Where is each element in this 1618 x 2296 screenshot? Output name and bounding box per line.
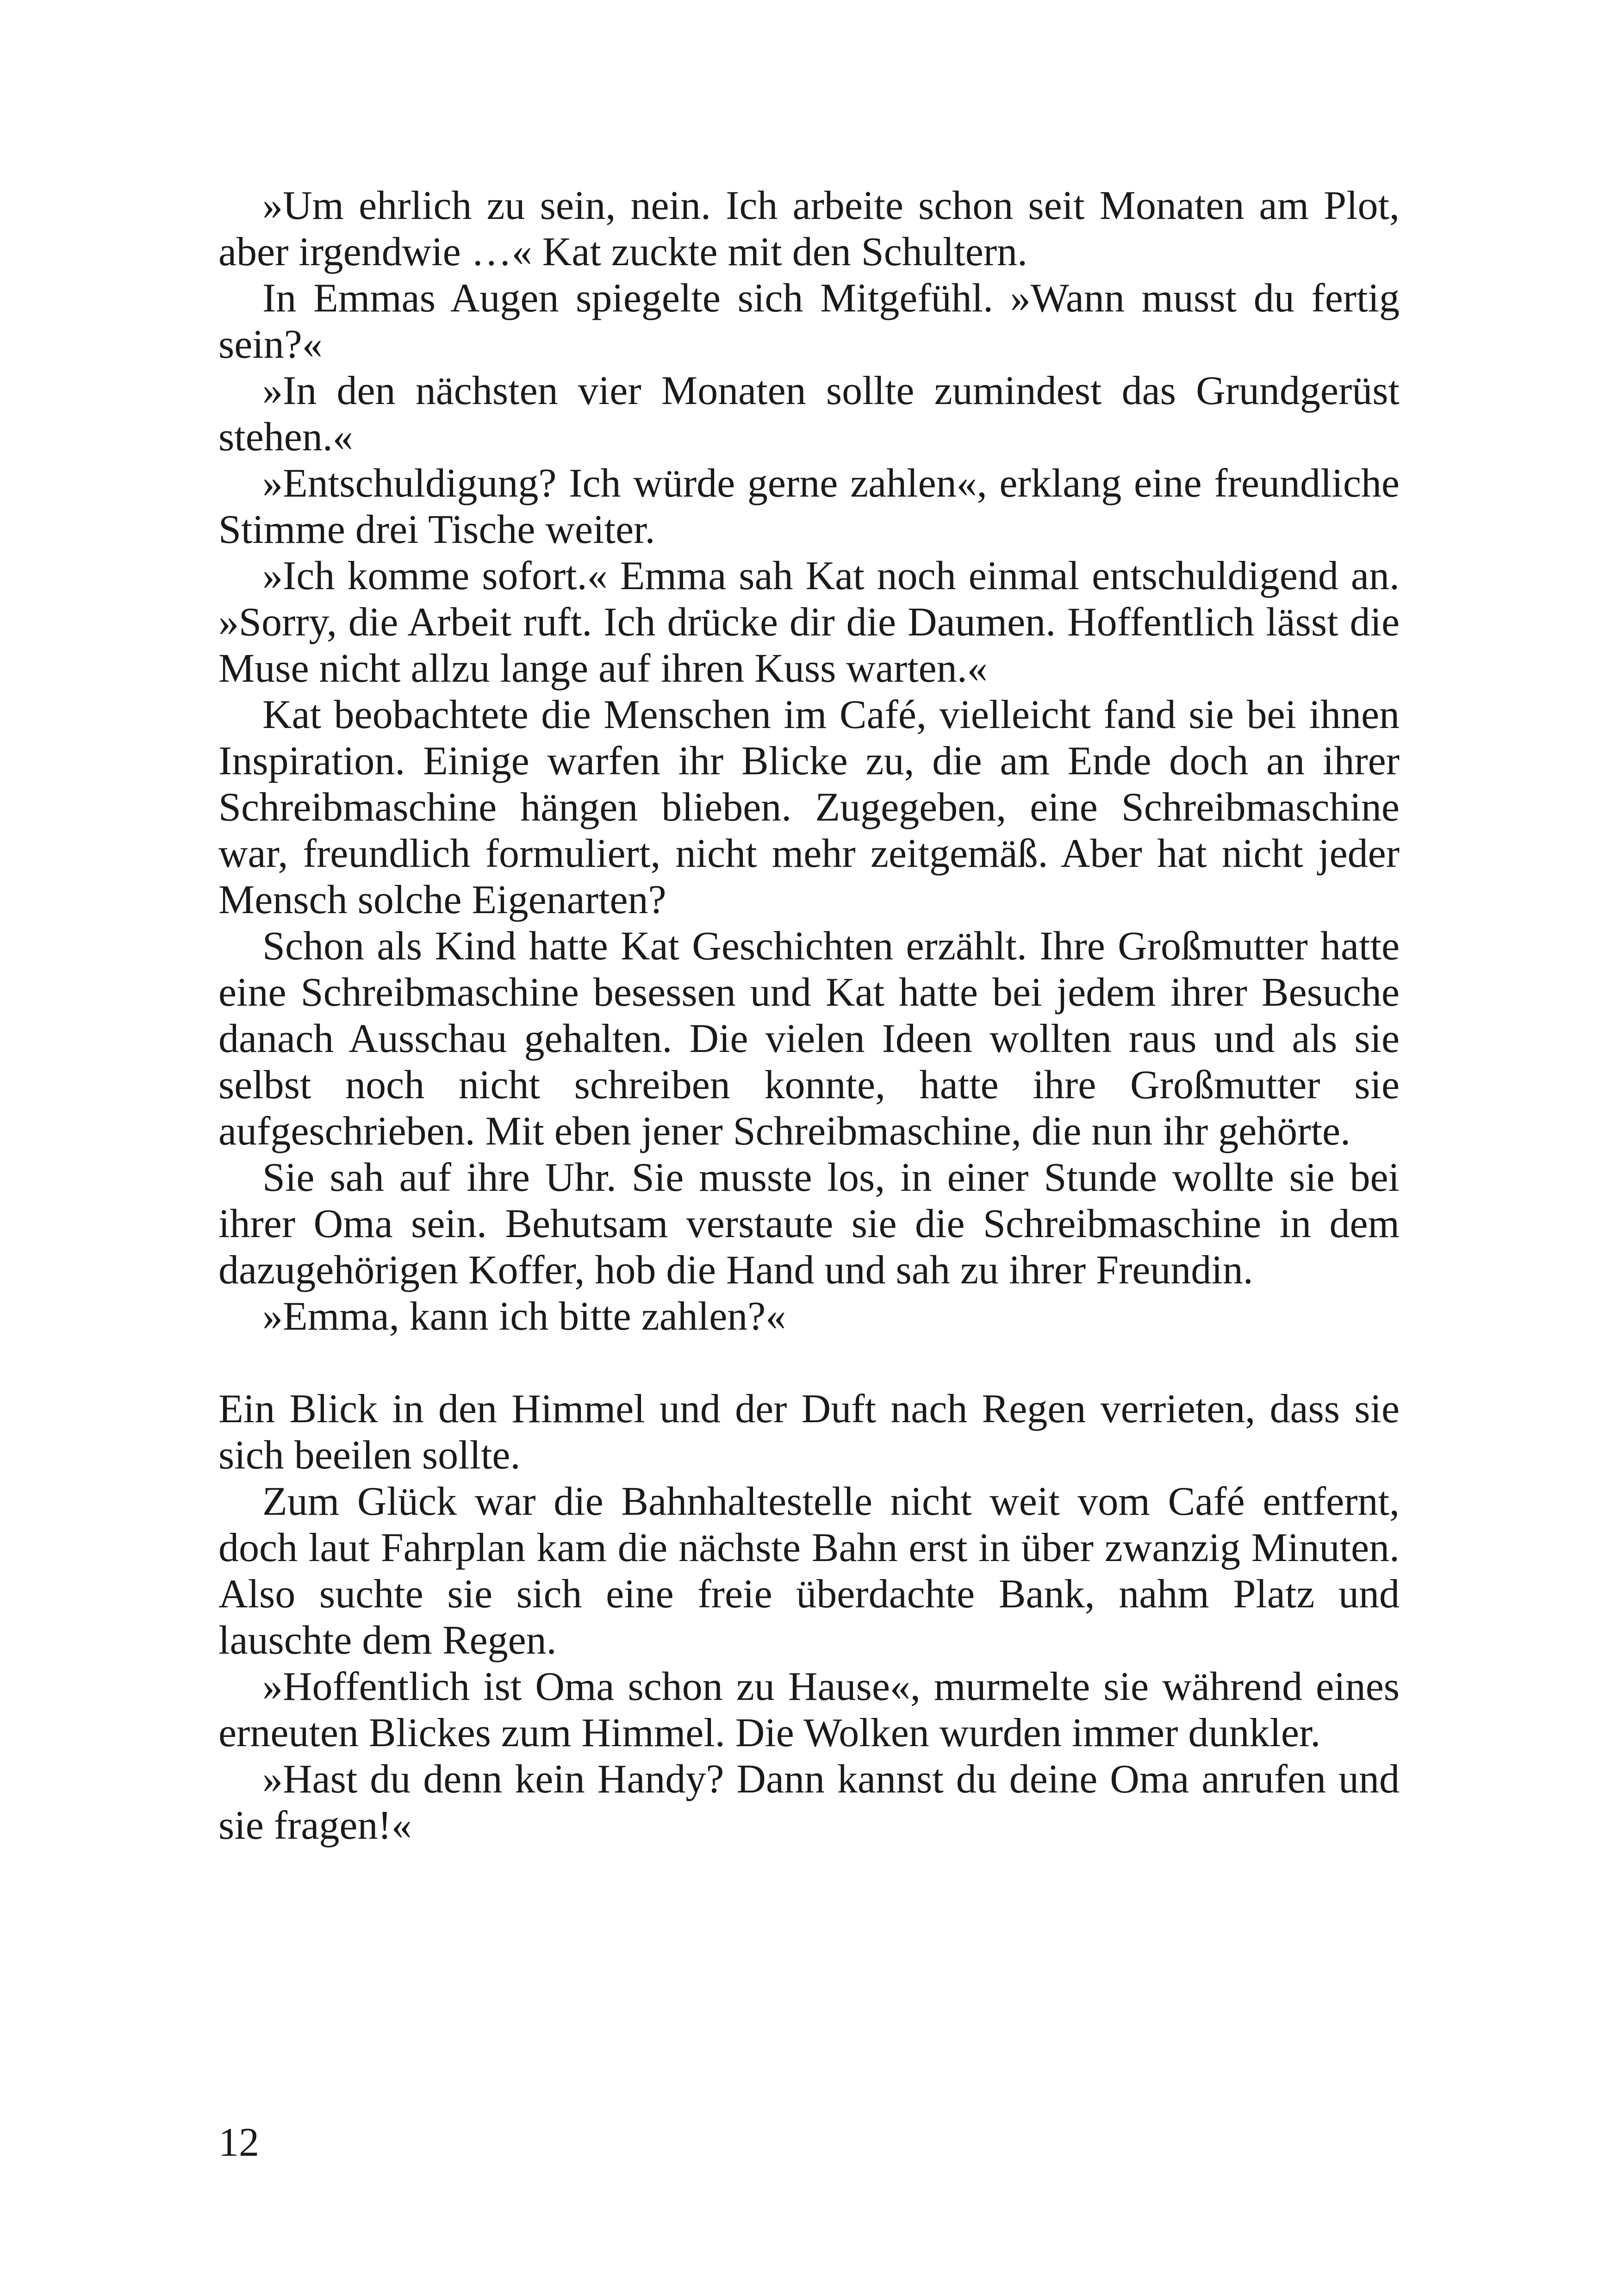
paragraph: »Ich komme sofort.« Emma sah Kat noch einmal entschuldigend an. »Sorry, die Arbeit ruft. Ich drücke dir die Daumen. Hoffentlich lässt die Muse nicht allzu lange auf ihren Kuss warten.« [218,554,1400,691]
section-break [218,1340,1400,1386]
paragraph: Kat beobachtete die Menschen im Café, vielleicht fand sie bei ihnen Inspiration. Einige warfen ihr Blicke zu, die am Ende doch an ihrer Schreibmaschine hängen blieben. Zugegeben, eine Schreibmaschine war, freundlich formuliert, nicht mehr zeitgemäß. Aber hat nicht jeder Mensch solche Eigenarten? [218,692,1400,922]
page-number: 12 [218,2120,259,2165]
paragraph: In Emmas Augen spiegelte sich Mitgefühl. »Wann musst du fertig sein?« [218,276,1400,367]
paragraph: Ein Blick in den Himmel und der Duft nach Regen verrieten, dass sie sich beeilen sollte. [218,1387,1400,1478]
paragraph: »Hoffentlich ist Oma schon zu Hause«, murmelte sie während eines erneuten Blickes zum Himmel. Die Wolken wurden immer dunkler. [218,1664,1400,1755]
paragraph: »In den nächsten vier Monaten sollte zumindest das Grundgerüst stehen.« [218,368,1400,460]
paragraph: Sie sah auf ihre Uhr. Sie musste los, in einer Stunde wollte sie bei ihrer Oma sein. Behutsam verstaute sie die Schreibmaschine in dem dazugehörigen Koffer, hob die Hand und sah zu ihrer Freundin. [218,1155,1400,1293]
paragraph: Schon als Kind hatte Kat Geschichten erzählt. Ihre Großmutter hatte eine Schreibmaschine besessen und Kat hatte bei jedem ihrer Besuche danach Ausschau gehalten. Die vielen Ideen wollten raus und als sie selbst noch nicht schreiben konnte, hatte ihre Großmutter sie aufgeschrieben. Mit eben jener Schreibmaschine, die nun ihr gehörte. [218,924,1400,1154]
paragraph: Zum Glück war die Bahnhaltestelle nicht weit vom Café entfernt, doch laut Fahrplan kam die nächste Bahn erst in über zwanzig Minuten. Also suchte sie sich eine freie überdachte Bank, nahm Platz und lauschte dem Regen. [218,1479,1400,1663]
body-text [218,183,1400,1849]
paragraph: »Emma, kann ich bitte zahlen?« [262,1294,786,1339]
paragraph: »Entschuldigung? Ich würde gerne zahlen«, erklang eine freundliche Stimme drei Tische weiter. [218,461,1400,552]
paragraph: »Hast du denn kein Handy? Dann kannst du deine Oma anrufen und sie fragen!« [218,1757,1400,1848]
paragraph: »Um ehrlich zu sein, nein. Ich arbeite schon seit Monaten am Plot, aber irgendwie …« Kat zuckte mit den Schultern. [218,183,1400,274]
